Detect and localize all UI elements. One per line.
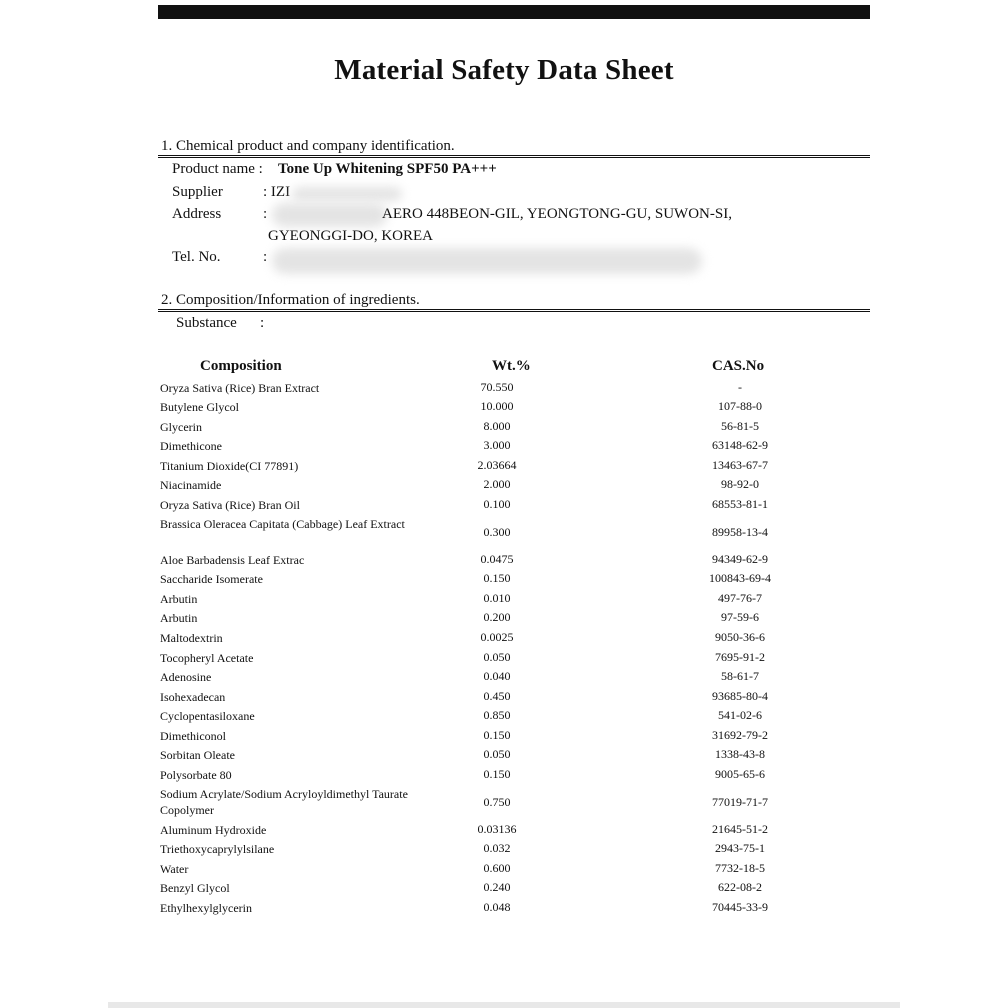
cell-cas: - — [738, 380, 742, 394]
cell-composition: Titanium Dioxide(CI 77891) — [160, 459, 299, 473]
cell-cas: 7695-91-2 — [715, 650, 765, 664]
cell-wt: 0.0025 — [480, 630, 514, 644]
table-row — [0, 497, 1008, 513]
table-row — [0, 650, 1008, 666]
cell-cas: 541-02-6 — [718, 708, 762, 722]
address-line-1: AERO 448BEON-GIL, YEONGTONG-GU, SUWON-SI, — [382, 206, 732, 222]
page-bottom-edge — [108, 1002, 900, 1008]
cell-composition: Dimethiconol — [160, 729, 226, 743]
tel-label: Tel. No. — [172, 249, 221, 265]
cell-cas: 13463-67-7 — [712, 458, 768, 472]
cell-composition: Sorbitan Oleate — [160, 748, 235, 762]
redacted-supplier — [292, 187, 402, 201]
cell-wt: 0.150 — [483, 728, 511, 742]
cell-composition: Oryza Sativa (Rice) Bran Extract — [160, 381, 320, 395]
redacted-telephone — [272, 248, 702, 274]
cell-cas: 9050-36-6 — [715, 630, 765, 644]
col-header-cas: CAS.No — [712, 358, 765, 374]
cell-cas: 107-88-0 — [718, 399, 762, 413]
section-2-rule — [158, 309, 870, 312]
cell-cas: 100843-69-4 — [709, 571, 771, 585]
cell-wt: 10.000 — [480, 399, 514, 413]
table-row — [0, 767, 1008, 783]
col-header-composition: Composition — [200, 358, 282, 374]
cell-cas: 70445-33-9 — [712, 900, 768, 914]
cell-composition: Arbutin — [160, 611, 198, 625]
table-row — [0, 399, 1008, 415]
cell-cas: 21645-51-2 — [712, 822, 768, 836]
cell-composition: Maltodextrin — [160, 631, 223, 645]
address-label: Address — [172, 206, 222, 222]
table-row — [0, 669, 1008, 685]
table-row — [0, 591, 1008, 607]
col-header-wt: Wt.% — [492, 358, 531, 374]
cell-composition: Dimethicone — [160, 439, 222, 453]
document-title: Material Safety Data Sheet — [334, 54, 674, 86]
substance-label: Substance — [176, 315, 237, 331]
cell-cas: 89958-13-4 — [712, 525, 768, 539]
cell-composition: Polysorbate 80 — [160, 768, 232, 782]
cell-composition: Benzyl Glycol — [160, 881, 230, 895]
cell-cas: 58-61-7 — [721, 669, 759, 683]
cell-cas: 7732-18-5 — [715, 861, 765, 875]
cell-wt: 70.550 — [480, 380, 514, 394]
cell-cas: 2943-75-1 — [715, 841, 765, 855]
top-black-bar — [158, 5, 870, 19]
cell-composition: Isohexadecan — [160, 690, 226, 704]
cell-wt: 0.050 — [483, 747, 511, 761]
table-row — [0, 458, 1008, 474]
cell-composition: Niacinamide — [160, 478, 222, 492]
table-row — [0, 419, 1008, 435]
cell-composition: Aloe Barbadensis Leaf Extrac — [160, 553, 305, 567]
cell-wt: 0.200 — [483, 610, 511, 624]
cell-cas: 56-81-5 — [721, 419, 759, 433]
table-row — [0, 610, 1008, 626]
address-line-2: GYEONGGI-DO, KOREA — [268, 228, 433, 244]
cell-composition: Cyclopentasiloxane — [160, 709, 255, 723]
cell-cas: 93685-80-4 — [712, 689, 768, 703]
section-1-heading: 1. Chemical product and company identification. — [161, 138, 455, 154]
table-row — [0, 477, 1008, 493]
cell-cas: 94349-62-9 — [712, 552, 768, 566]
cell-wt: 2.03664 — [477, 458, 517, 472]
section-1-rule — [158, 155, 870, 158]
cell-composition: Oryza Sativa (Rice) Bran Oil — [160, 498, 300, 512]
table-row — [0, 900, 1008, 916]
table-row — [0, 380, 1008, 396]
cell-composition: Glycerin — [160, 420, 202, 434]
cell-composition: Brassica Oleracea Capitata (Cabbage) Leaf Extract — [160, 517, 405, 531]
cell-cas: 63148-62-9 — [712, 438, 768, 452]
cell-composition: Saccharide Isomerate — [160, 572, 263, 586]
cell-wt: 2.000 — [483, 477, 511, 491]
cell-wt: 0.300 — [483, 525, 511, 539]
table-row — [0, 728, 1008, 744]
supplier-value: : IZI — [263, 184, 291, 200]
cell-wt: 0.450 — [483, 689, 511, 703]
cell-wt: 0.150 — [483, 571, 511, 585]
table-row — [0, 880, 1008, 896]
cell-wt: 0.150 — [483, 767, 511, 781]
cell-composition: Arbutin — [160, 592, 198, 606]
cell-wt: 0.750 — [483, 795, 511, 809]
cell-wt: 0.0475 — [480, 552, 514, 566]
cell-wt: 0.050 — [483, 650, 511, 664]
product-name-value: Tone Up Whitening SPF50 PA+++ — [278, 161, 497, 177]
cell-composition: Ethylhexylglycerin — [160, 901, 252, 915]
cell-wt: 0.600 — [483, 861, 511, 875]
table-row — [0, 571, 1008, 587]
address-colon: : — [263, 206, 268, 222]
cell-composition: Butylene Glycol — [160, 400, 239, 414]
cell-composition: Tocopheryl Acetate — [160, 651, 254, 665]
cell-cas: 98-92-0 — [721, 477, 759, 491]
cell-cas: 9005-65-6 — [715, 767, 765, 781]
redacted-address — [272, 203, 387, 227]
cell-cas: 68553-81-1 — [712, 497, 768, 511]
cell-composition: Triethoxycaprylylsilane — [160, 842, 275, 856]
cell-cas: 97-59-6 — [721, 610, 759, 624]
product-name-label: Product name : — [172, 161, 263, 177]
table-row — [0, 689, 1008, 705]
cell-cas: 497-76-7 — [718, 591, 762, 605]
table-row — [0, 630, 1008, 646]
cell-composition: Adenosine — [160, 670, 212, 684]
cell-composition: Water — [160, 862, 189, 876]
cell-composition: Sodium Acrylate/Sodium Acryloyldimethyl Taurate Copolymer — [160, 787, 408, 817]
table-row — [0, 861, 1008, 877]
cell-wt: 8.000 — [483, 419, 511, 433]
table-row — [0, 708, 1008, 724]
cell-wt: 0.850 — [483, 708, 511, 722]
cell-wt: 0.100 — [483, 497, 511, 511]
table-row — [0, 747, 1008, 763]
cell-cas: 31692-79-2 — [712, 728, 768, 742]
cell-wt: 0.048 — [483, 900, 511, 914]
table-row — [0, 438, 1008, 454]
cell-wt: 0.040 — [483, 669, 511, 683]
cell-wt: 0.240 — [483, 880, 511, 894]
cell-wt: 3.000 — [483, 438, 511, 452]
cell-cas: 1338-43-8 — [715, 747, 765, 761]
section-2-heading: 2. Composition/Information of ingredients. — [161, 292, 420, 308]
table-row — [0, 516, 1008, 550]
cell-composition: Aluminum Hydroxide — [160, 823, 267, 837]
cell-wt: 0.03136 — [477, 822, 517, 836]
tel-colon: : — [263, 249, 268, 265]
cell-wt: 0.032 — [483, 841, 511, 855]
table-row — [0, 822, 1008, 838]
cell-cas: 77019-71-7 — [712, 795, 768, 809]
table-row — [0, 841, 1008, 857]
table-row — [0, 786, 1008, 820]
cell-wt: 0.010 — [483, 591, 511, 605]
table-row — [0, 552, 1008, 568]
supplier-label: Supplier — [172, 184, 223, 200]
substance-colon: : — [260, 315, 265, 331]
cell-cas: 622-08-2 — [718, 880, 762, 894]
